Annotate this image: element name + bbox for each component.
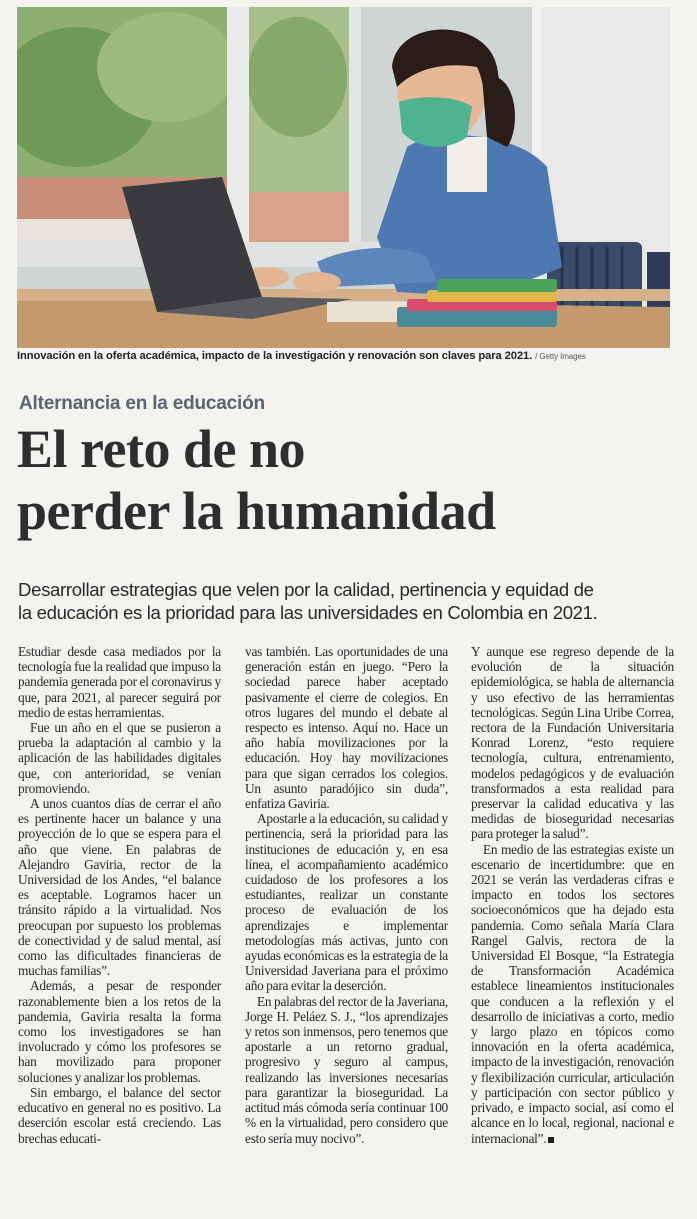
headline-line-1: El reto de no: [17, 419, 305, 479]
paragraph: Apostarle a la educación, su calidad y pertinencia, será la prioridad para las instituciones de educación y, en esa línea, el acompañamiento académico cuidadoso de los profesores a los estudiantes, realizar un constante proceso de evaluación de los aprendizajes e implementar metodologías más activas, junto con ayudas económicas es la estrategia de la Universidad Javeriana para el próximo año para evitar la deserción.: [245, 811, 448, 994]
paragraph: Y aunque ese regreso depende de la evolución de la situación epidemiológica, se habla de alternancia y uso efectivo de las herramientas tecnológicas. Según Lina Uribe Correa, rectora de la Fundación Universitaria Konrad Lorenz, “esto requiere tecnología, cultura, entrenamiento, modelos pedagógicos y de evaluación transformados a esta realidad para preservar la calidad educativa y las medidas de bioseguridad necesarias para proteger la salud”.: [471, 644, 674, 842]
deck-line-2: la educación es la prioridad para las universidades en Colombia en 2021.: [18, 602, 598, 623]
end-mark-icon: [548, 1137, 554, 1143]
paragraph: Además, a pesar de responder razonablemente bien a los retos de la pandemia, Gaviria resalta la forma como los investigadores se han involucrado y cómo los profesores se han movilizado para proponer soluciones y analizar los problemas.: [18, 978, 221, 1085]
photo-caption: [17, 350, 682, 368]
paragraph: Sin embargo, el balance del sector educativo en general no es positivo. La deserción escolar está creciendo. Las brechas educati-: [18, 1084, 221, 1146]
article-headline: [17, 418, 687, 542]
deck-line-1: Desarrollar estrategias que velen por la calidad, pertinencia y equidad de: [18, 579, 594, 600]
article-column-2: [245, 644, 448, 1146]
paragraph-text: En medio de las estrategias existe un escenario de incertidumbre: que en 2021 se verán las verdaderas cifras e impacto en todos los sectores socioeconómicos que ha dejado esta pandemia. Como señala María Clara Rangel Galvis, rectora de la Universidad El Bosque, “la Estrategia de Transformación Académica establece lineamientos institucionales que conducen a la reflexión y el desarrollo de iniciativas a corto, medio y largo plazo en tópicos como innovación en la oferta académica, impacto de la investigación, renovación y flexibilización curricular, articulación y participación con sector público y privado, e impacto social, así como el alcance en lo local, regional, nacional e internacional”.: [471, 841, 674, 1146]
paragraph: A unos cuantos días de cerrar el año es pertinente hacer un balance y una proyección de lo que se espera para el año que viene. En palabras de Alejandro Gaviria, rector de la Universidad de los Andes, “el balance es aceptable. Logramos hacer un tránsito rápido a la virtualidad. Nos preocupan por supuesto los problemas de conectividad y de salud mental, así como las dificultades financieras de muchas familias”.: [18, 796, 221, 979]
article-deck: [18, 578, 688, 624]
photo-credit: / Getty Images: [535, 352, 586, 361]
article-photo: [17, 7, 670, 348]
paragraph: Fue un año en el que se pusieron a prueba la adaptación al cambio y la aplicación de las habilidades digitales que, con anterioridad, se venían promoviendo.: [18, 720, 221, 796]
headline-line-2: perder la humanidad: [17, 481, 496, 541]
paragraph: Estudiar desde casa mediados por la tecnología fue la realidad que impuso la pandemia generada por el coronavirus y que, para 2021, al parecer seguirá por medio de estas herramientas.: [18, 644, 221, 720]
article-column-3: [471, 644, 674, 1146]
paragraph: vas también. Las oportunidades de una generación están en juego. “Pero la sociedad parece haber aceptado pasivamente el cierre de colegios. En otros lugares del mundo el debate al respecto es intenso. Aquí no. Hace un año había movilizaciones por la educación. Hoy hay movilizaciones para que sigan cerrados los colegios. Un asunto paradójico sin duda”, enfatiza Gaviria.: [245, 644, 448, 812]
article-column-1: [18, 644, 221, 1146]
caption-text: Innovación en la oferta académica, impacto de la investigación y renovación son claves para 2021.: [17, 350, 533, 362]
student-laptop-photo: [17, 7, 670, 348]
paragraph: [471, 842, 674, 1146]
paragraph: En palabras del rector de la Javeriana, Jorge H. Peláez S. J., “los aprendizajes y retos son inmensos, pero tenemos que apostarle a un retorno gradual, progresivo y seguro al campus, realizando las inversiones necesarias para garantizar la bioseguridad. La actitud más cómoda sería continuar 100 % en la virtualidad, pero considero que esto sería muy nocivo”.: [245, 993, 448, 1146]
section-kicker: Alternancia en la educación: [19, 393, 265, 414]
